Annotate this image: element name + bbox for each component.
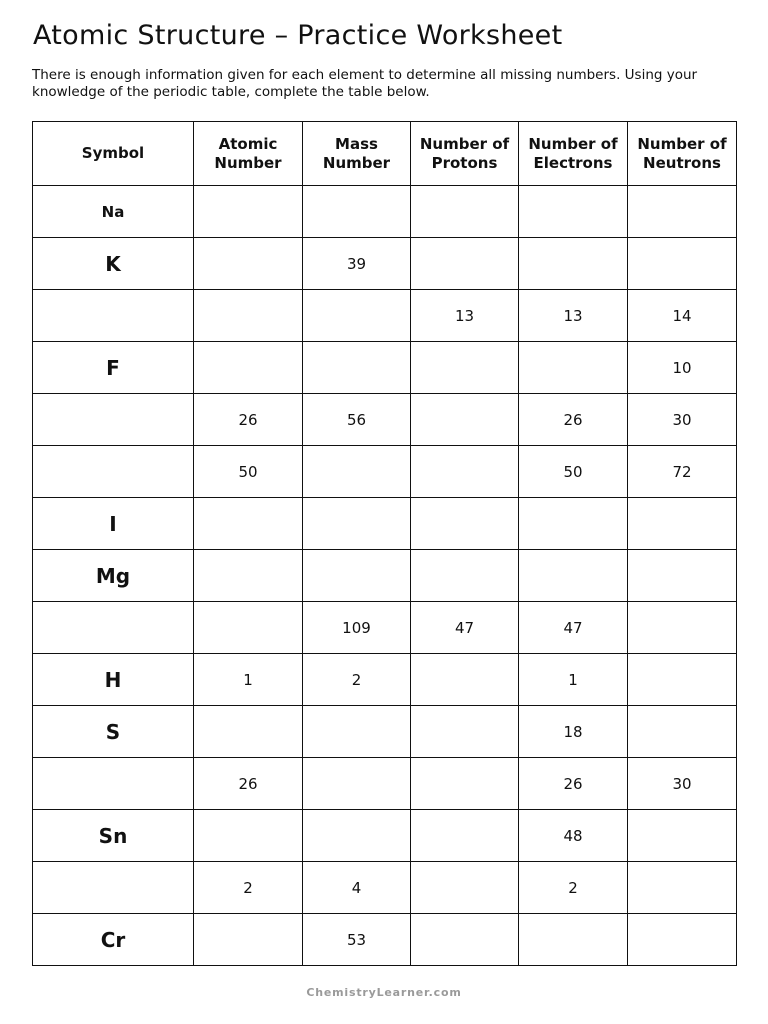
header-mass-number-label: Mass Number xyxy=(322,134,391,172)
cell-atomic-number[interactable] xyxy=(194,550,303,602)
table-row xyxy=(33,862,737,914)
header-atomic-number xyxy=(194,122,303,186)
cell-atomic-number[interactable] xyxy=(194,498,303,550)
cell-electrons[interactable] xyxy=(519,238,628,290)
cell-symbol xyxy=(33,446,194,498)
cell-atomic-number[interactable] xyxy=(194,810,303,862)
cell-protons[interactable] xyxy=(411,914,519,966)
cell-atomic-number[interactable] xyxy=(194,186,303,238)
header-symbol-label: Symbol xyxy=(81,144,145,162)
cell-mass-number[interactable]: 4 xyxy=(303,862,411,914)
cell-mass-number[interactable] xyxy=(303,342,411,394)
table-row xyxy=(33,654,737,706)
cell-symbol: Sn xyxy=(33,810,194,862)
header-atomic-number-label: Atomic Number xyxy=(214,134,282,172)
cell-neutrons[interactable] xyxy=(628,498,737,550)
cell-atomic-number[interactable]: 26 xyxy=(194,394,303,446)
cell-neutrons[interactable] xyxy=(628,186,737,238)
footer-brand: ChemistryLearner.com xyxy=(306,986,462,999)
cell-symbol xyxy=(33,862,194,914)
cell-atomic-number[interactable] xyxy=(194,290,303,342)
cell-symbol: Na xyxy=(33,186,194,238)
cell-mass-number[interactable] xyxy=(303,810,411,862)
cell-atomic-number[interactable]: 1 xyxy=(194,654,303,706)
cell-atomic-number[interactable] xyxy=(194,914,303,966)
cell-mass-number[interactable]: 56 xyxy=(303,394,411,446)
cell-symbol: H xyxy=(33,654,194,706)
cell-protons[interactable] xyxy=(411,446,519,498)
cell-electrons[interactable]: 47 xyxy=(519,602,628,654)
header-electrons xyxy=(519,122,628,186)
worksheet-title: Atomic Structure – Practice Worksheet xyxy=(33,20,563,51)
cell-symbol xyxy=(33,394,194,446)
table-row xyxy=(33,290,737,342)
cell-neutrons[interactable] xyxy=(628,550,737,602)
cell-mass-number[interactable]: 53 xyxy=(303,914,411,966)
cell-protons[interactable] xyxy=(411,810,519,862)
cell-mass-number[interactable]: 39 xyxy=(303,238,411,290)
cell-mass-number[interactable] xyxy=(303,758,411,810)
table-row xyxy=(33,186,737,238)
cell-symbol: Mg xyxy=(33,550,194,602)
cell-symbol xyxy=(33,602,194,654)
cell-protons[interactable]: 47 xyxy=(411,602,519,654)
header-symbol xyxy=(33,122,194,186)
cell-neutrons[interactable] xyxy=(628,706,737,758)
cell-atomic-number[interactable] xyxy=(194,238,303,290)
cell-mass-number[interactable] xyxy=(303,290,411,342)
cell-electrons[interactable] xyxy=(519,498,628,550)
cell-electrons[interactable]: 48 xyxy=(519,810,628,862)
cell-electrons[interactable] xyxy=(519,914,628,966)
table-header-row xyxy=(33,122,737,186)
cell-neutrons[interactable]: 30 xyxy=(628,758,737,810)
cell-symbol: K xyxy=(33,238,194,290)
header-protons-label: Number of Protons xyxy=(419,134,510,172)
table-row xyxy=(33,706,737,758)
header-neutrons xyxy=(628,122,737,186)
cell-protons[interactable] xyxy=(411,550,519,602)
cell-protons[interactable] xyxy=(411,706,519,758)
header-mass-number xyxy=(303,122,411,186)
table-row xyxy=(33,394,737,446)
cell-mass-number[interactable]: 2 xyxy=(303,654,411,706)
cell-mass-number[interactable] xyxy=(303,498,411,550)
cell-neutrons[interactable]: 14 xyxy=(628,290,737,342)
cell-mass-number[interactable] xyxy=(303,186,411,238)
cell-neutrons[interactable] xyxy=(628,238,737,290)
cell-protons[interactable] xyxy=(411,758,519,810)
cell-electrons[interactable] xyxy=(519,342,628,394)
cell-atomic-number[interactable]: 50 xyxy=(194,446,303,498)
table-row xyxy=(33,498,737,550)
cell-electrons[interactable] xyxy=(519,186,628,238)
cell-electrons[interactable]: 1 xyxy=(519,654,628,706)
cell-electrons[interactable]: 50 xyxy=(519,446,628,498)
atomic-structure-table xyxy=(32,121,737,966)
cell-atomic-number[interactable]: 26 xyxy=(194,758,303,810)
cell-protons[interactable] xyxy=(411,238,519,290)
cell-electrons[interactable]: 18 xyxy=(519,706,628,758)
cell-mass-number[interactable] xyxy=(303,706,411,758)
header-electrons-label: Number of Electrons xyxy=(528,134,618,172)
cell-protons[interactable]: 13 xyxy=(411,290,519,342)
cell-symbol: I xyxy=(33,498,194,550)
cell-atomic-number[interactable] xyxy=(194,342,303,394)
cell-neutrons[interactable] xyxy=(628,810,737,862)
cell-protons[interactable] xyxy=(411,186,519,238)
cell-symbol xyxy=(33,758,194,810)
table-row xyxy=(33,602,737,654)
header-protons xyxy=(411,122,519,186)
cell-electrons[interactable]: 2 xyxy=(519,862,628,914)
cell-electrons[interactable]: 13 xyxy=(519,290,628,342)
cell-protons[interactable] xyxy=(411,342,519,394)
cell-atomic-number[interactable] xyxy=(194,602,303,654)
cell-neutrons[interactable] xyxy=(628,654,737,706)
table-row xyxy=(33,446,737,498)
cell-electrons[interactable]: 26 xyxy=(519,394,628,446)
cell-atomic-number[interactable]: 2 xyxy=(194,862,303,914)
table-row xyxy=(33,342,737,394)
header-neutrons-label: Number of Neutrons xyxy=(637,134,727,172)
instructions-text: There is enough information given for each element to determine all missing numbers. Using your knowledge of the periodic table, complete the table below. xyxy=(32,67,698,100)
cell-protons[interactable] xyxy=(411,862,519,914)
cell-atomic-number[interactable] xyxy=(194,706,303,758)
cell-neutrons[interactable] xyxy=(628,914,737,966)
cell-symbol xyxy=(33,290,194,342)
table-row xyxy=(33,550,737,602)
cell-neutrons[interactable]: 30 xyxy=(628,394,737,446)
cell-neutrons[interactable]: 10 xyxy=(628,342,737,394)
cell-mass-number[interactable]: 109 xyxy=(303,602,411,654)
cell-neutrons[interactable] xyxy=(628,602,737,654)
cell-neutrons[interactable] xyxy=(628,862,737,914)
table-row xyxy=(33,238,737,290)
table-row xyxy=(33,914,737,966)
cell-neutrons[interactable]: 72 xyxy=(628,446,737,498)
cell-mass-number[interactable] xyxy=(303,446,411,498)
table-row xyxy=(33,810,737,862)
cell-protons[interactable] xyxy=(411,654,519,706)
cell-protons[interactable] xyxy=(411,394,519,446)
cell-symbol: Cr xyxy=(33,914,194,966)
cell-electrons[interactable] xyxy=(519,550,628,602)
cell-symbol: S xyxy=(33,706,194,758)
table-row xyxy=(33,758,737,810)
cell-symbol: F xyxy=(33,342,194,394)
cell-protons[interactable] xyxy=(411,498,519,550)
cell-mass-number[interactable] xyxy=(303,550,411,602)
cell-electrons[interactable]: 26 xyxy=(519,758,628,810)
